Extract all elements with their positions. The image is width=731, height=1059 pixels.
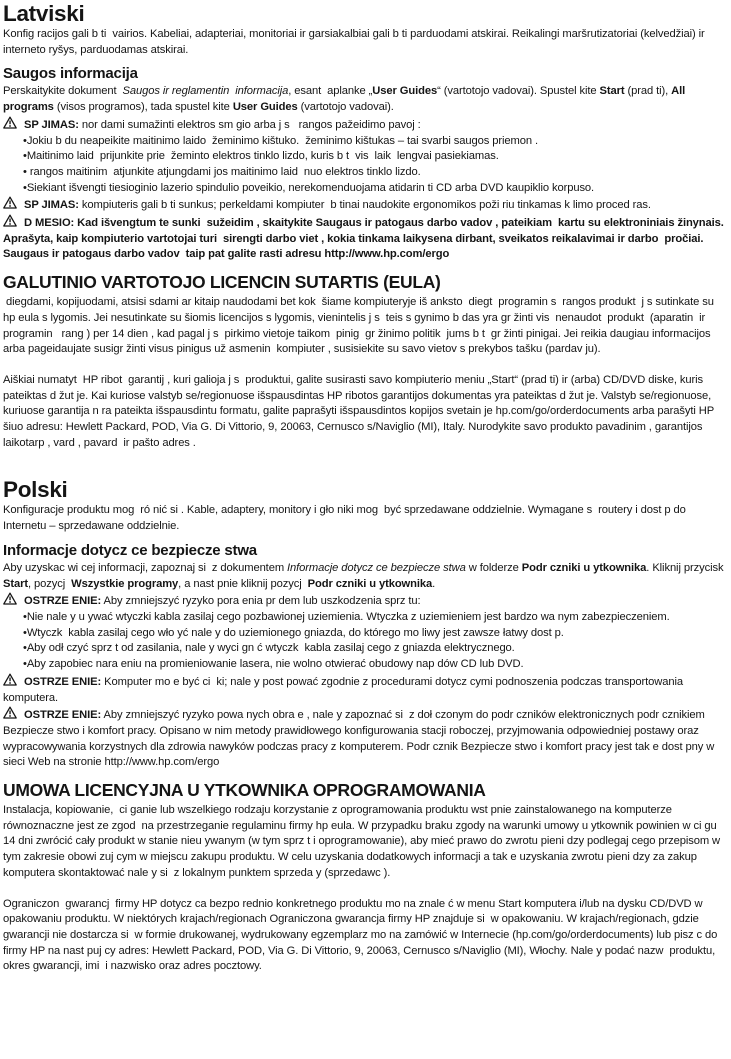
text-run: SP JIMAS: <box>24 199 79 212</box>
lt-warranty-paragraph <box>3 373 728 452</box>
polski-heading <box>3 477 728 503</box>
text-run: •Siekiant išvengti tiesioginio lazerio spindulio poveikio, nerekomenduojama atidarin ti CD arba DVD kaupiklio korpuso. <box>23 181 595 194</box>
text-run: D MESIO: <box>24 217 75 230</box>
text-run: GALUTINIO VARTOTOJO LICENCIN SUTARTIS (EULA) <box>3 272 441 293</box>
warning-icon <box>3 673 17 686</box>
text-run: Polski <box>3 477 68 503</box>
list-item <box>3 626 728 642</box>
text-run: Saugos informacija <box>3 65 138 83</box>
text-run: Aiškiai numatyt HP ribot garantij , kuri galioja j s produktui, galite susirasti savo kompiuterio meniu „Start“ (prad ti) ir (arba) CD/DVD diske, kuris pateiktas d žut je. Kai kuriose valstyb se/regionuose išspausdintas HP ribotos garantijos dokumentas yra pateiktas d žut je. Valstyb se/regionuose, kuriuose garantija n ra pateikta išspausdintu formatu, galite paprašyti išspausdintos kopijos svetain je hp.com/go/orderdocuments arba parašyti HP šiuo adresu: Hewlett Packard, POD, Via G. Di Vittorio, 9, 20063, Cernusco s/Naviglio (MI), Italy. Nurodykite savo produkto pavadinim , garantijos laikotarp , vard , pavard ir pašto adres . <box>3 373 717 449</box>
text-run: (visos programos), tada spustel kite <box>53 101 233 114</box>
pl-warning-heavy <box>3 673 728 706</box>
text-run: Konfig racijos gali b ti vairios. Kabeliai, adapteriai, monitoriai ir garsiakalbiai gali b ti parduodami atskirai. Reikalingi maršrutizatoriai (kelvedžiai) ir interneto ryšys, parduodamas atskirai. <box>3 28 708 56</box>
text-run: •Jokiu b du neapeikite maitinimo laido žeminimo kištuko. žeminimo kištukas – tai svarbi saugos priemon . <box>23 134 539 147</box>
latviski-heading <box>3 1 728 27</box>
text-run: Aby zmniejszyć ryzyko powa nych obra e , nale y zapoznać si z doł czonym do podr czników elektronicznych podr cznikiem Bezpiecze stwo i komfort pracy. Opisano w nim metody prawidłowego konfigurowania stacji roboczej, przyjmowania odpowiedniej postawy oraz wypracowywania korzystnych dla zdrowia nawyków podczas pracy z komputerem. Podr cznik Bezpiecze stwo i komfort pracy jest tak e dost pny w sieci Web na stronie http://www.hp.com/ergo <box>3 709 718 769</box>
pl-warning-ergo <box>3 706 728 771</box>
warning-icon <box>3 196 17 209</box>
text-run: nor dami sumažinti elektros sm gio arba j s rangos pažeidimo pavoj : <box>78 118 421 131</box>
text-run: kompiuteris gali b ti sunkus; perkeldami kompiuter b tinai naudokite ergonomikos poži riu tinkamas k limo proced ras. <box>78 199 651 212</box>
text-run: •Maitinimo laid prijunkite prie žeminto elektros tinklo lizdo, kuris b t vis laik lengvai pasiekiamas. <box>23 150 499 163</box>
text-run: w folderze <box>465 561 522 574</box>
text-run: Saugos ir reglamentin informacija <box>122 85 289 98</box>
lt-warning-heavy <box>3 196 728 214</box>
list-item <box>3 134 728 150</box>
list-item <box>3 641 728 657</box>
text-run: OSTRZE ENIE: <box>24 709 102 722</box>
list-item <box>3 610 728 626</box>
pl-eula-paragraph <box>3 803 728 882</box>
text-run: “ (vartotojo vadovai). Spustel kite <box>437 85 600 98</box>
pl-eula-heading <box>3 780 728 801</box>
text-run: , pozycj <box>28 577 72 590</box>
text-run: Perskaitykite dokument <box>3 85 123 98</box>
lt-caution-ergo <box>3 214 728 263</box>
text-run: •Aby odł czyć sprz t od zasilania, nale y wyci gn ć wtyczk kabla zasilaj cego z gniazda elektrycznego. <box>23 642 515 655</box>
lt-safety-paragraph <box>3 84 728 115</box>
text-run: Kad išvengtum te sunki sužeidim , skaitykite Saugaus ir patogaus darbo vadov , pateikiam kartu su elektroniniais žinynais. Aprašyta, kaip kompiuterio vartotojai turi sirengti darbo viet , kokia tinkama laikysena dirbant, sveikatos reikalavimai ir darbo pročiai. Saugaus ir patogaus darbo vadov taip pat galite rasti adresu http://www.hp.com/ergo <box>3 217 727 261</box>
lt-warning-electric <box>3 116 728 134</box>
pl-safety-heading <box>3 542 728 560</box>
text-run: . <box>432 577 436 590</box>
text-run: All programs <box>3 85 689 114</box>
text-run: Aby uzyskac wi cej informacji, zapoznaj si z dokumentem <box>3 561 288 574</box>
list-item <box>3 149 728 165</box>
text-run: diegdami, kopijuodami, atsisi sdami ar kitaip naudodami bet kok šiame kompiuteryje iš anksto diegt programin s rangos produkt j s sutinkate su hp eula s lygomis. Jei nesutinkate su šiomis licencijos s lygomis, vienintelis j s teis s gynimo b das yra gr žinti vis nenaudot produkt (aparatin ir programin rang ) per 14 dien , kad pagal j s pirkimo vietoje taikom pinig gr žinimo politik jums b t gr žinti pinigai. Jei reikia daugiau informacijos arba pageidaujate susigr žinti visus pinigus už asmenin kompiuter , susisiekite su savo vietov s prekybos tašku (pardav ju). <box>3 296 717 356</box>
text-run: Komputer mo e być ci ki; nale y post pować zgodnie z procedurami dotycz cymi podnoszenia podczas transportowania komputera. <box>3 675 686 704</box>
pl-safety-paragraph <box>3 561 728 592</box>
polski-intro-paragraph <box>3 503 728 534</box>
text-run: Podr czniki u ytkownika <box>307 577 433 590</box>
list-item <box>3 657 728 673</box>
text-run: Podr czniki u ytkownika <box>521 561 647 574</box>
text-run: User Guides <box>232 101 298 114</box>
text-run: •Wtyczk kabla zasilaj cego wło yć nale y do uziemionego gniazda, do którego mo liwy jest zawsze łatwy dost p. <box>23 626 564 639</box>
text-run: •Aby zapobiec nara eniu na promieniowanie lasera, nie wolno otwierać obudowy nap dów CD lub DVD. <box>23 658 524 671</box>
latviski-intro-paragraph <box>3 27 728 58</box>
pl-safety-bullets <box>3 610 728 673</box>
text-run: Instalacja, kopiowanie, ci ganie lub wszelkiego rodzaju korzystanie z oprogramowania produktu wst pnie zainstalowanego na komputerze równoznaczne jest ze zgod na przestrzeganie regulaminu firmy hp eula. W przypadku braku zgody na warunki umowy u ytkownik powinien w ci gu 14 dni zwrócić cały produkt w stanie nieu ywanym (w tym sprz t i oprogramowanie), aby mieć prawo do zwrotu pieni dzy podlegaj cego przepisom w tym zakresie obowi zuj cym w miejscu zakupu produktu. W celu uzyskania dodatkowych informacji a tak e uzyskania zwrotu pieni dzy za zakup komputera skontaktować nale y si z lokalnym punktem sprzeda y (sprzedawc ). <box>3 804 724 879</box>
text-run: OSTRZE ENIE: <box>24 675 102 688</box>
list-item <box>3 165 728 181</box>
lt-eula-heading <box>3 272 728 293</box>
pl-warning-electric <box>3 592 728 610</box>
text-run: Konfiguracje produktu mog ró nić si . Kable, adaptery, monitory i gło niki mog być sprzedawane oddzielnie. Wymagane s routery i dost p do Internetu – sprzedawane oddzielnie. <box>3 504 689 533</box>
lt-eula-paragraph <box>3 295 728 358</box>
text-run: Ograniczon gwarancj firmy HP dotycz ca bezpo rednio konkretnego produktu mo na znale ć w menu Start komputera i/lub na dysku CD/DVD w opakowaniu produktu. W niektórych krajach/regionach Ograniczona gwarancja firmy HP znajduje si w opakowaniu. W krajach/regionach, gdzie gwarancji nie dostarcza si w formie drukowanej, wydrukowany egzemplarz mo na zamówić w Internecie (hp.com/go/orderdocuments) lub pisz c do firmy HP na nast puj cy adres: Hewlett Packard, POD, Via G. Di Vittorio, 9, 20063, Cernusco s/Naviglio (MI), Włochy. Nale y podać nazw produktu, okres gwarancji, imi i nazwisko oraz adres pocztowy. <box>3 897 721 973</box>
warning-icon <box>3 214 17 227</box>
text-run: OSTRZE ENIE: <box>24 595 102 608</box>
text-run: SP JIMAS: <box>24 118 79 131</box>
text-run: . Kliknij przycisk <box>646 561 727 574</box>
lt-safety-bullets <box>3 134 728 197</box>
text-run: Start <box>3 577 28 590</box>
text-run: Informacje dotycz ce bezpiecze stwa <box>287 561 466 574</box>
text-run: (prad ti), <box>624 85 672 98</box>
warning-icon <box>3 116 17 129</box>
text-run: , esant aplanke „ <box>288 85 373 98</box>
text-run: •Nie nale y u ywać wtyczki kabla zasilaj cego pozbawionej uziemienia. Wtyczka z uziemieniem jest bardzo wa nym zabezpieczeniem. <box>23 610 670 623</box>
text-run: (vartotojo vadovai). <box>297 101 394 114</box>
text-run: Informacje dotycz ce bezpiecze stwa <box>3 541 257 559</box>
text-run: , a nast pnie kliknij pozycj <box>178 577 308 590</box>
list-item <box>3 181 728 197</box>
lt-safety-heading <box>3 65 728 83</box>
warning-icon <box>3 706 17 719</box>
text-run: Wszystkie programy <box>71 577 179 590</box>
text-run: Aby zmniejszyć ryzyko pora enia pr dem lub uszkodzenia sprz tu: <box>101 595 421 608</box>
warning-icon <box>3 592 17 605</box>
text-run: UMOWA LICENCYJNA U YTKOWNIKA OPROGRAMOWANIA <box>3 780 486 801</box>
text-run: • rangos maitinim atjunkite atjungdami jos maitinimo laid nuo elektros tinklo lizdo. <box>23 165 421 178</box>
text-run: User Guides <box>372 85 438 98</box>
text-run: Start <box>599 85 625 98</box>
text-run: Latviski <box>3 1 85 26</box>
pl-warranty-paragraph <box>3 897 728 976</box>
